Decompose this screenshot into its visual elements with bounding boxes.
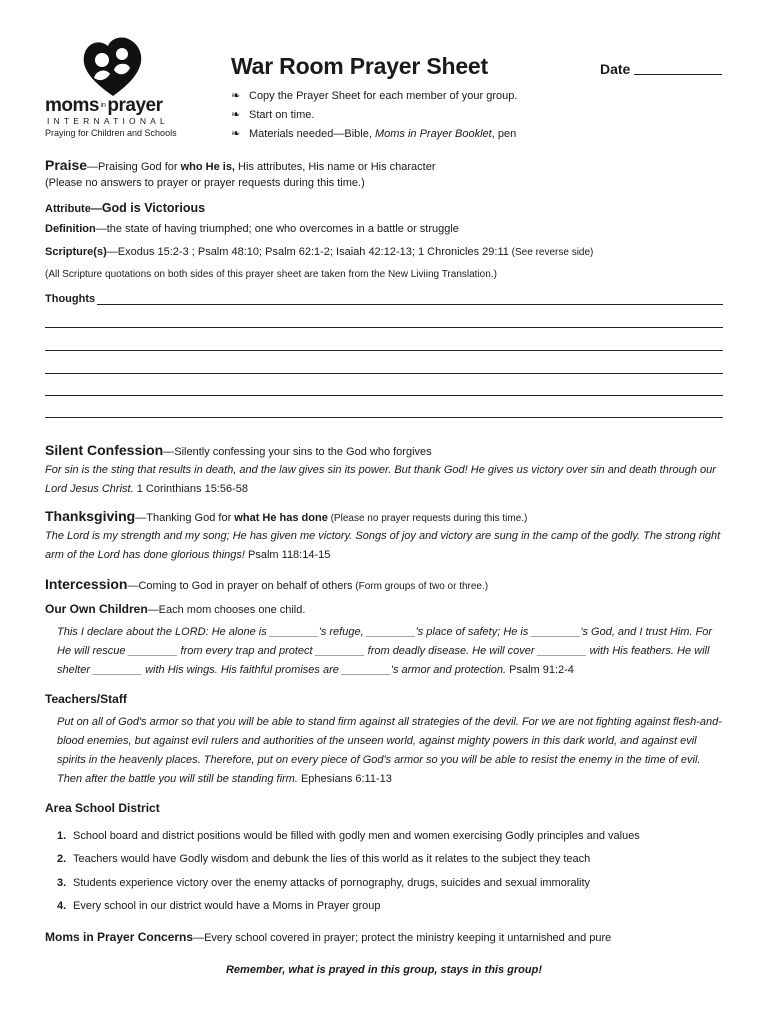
intercession-heading: Intercession: [45, 576, 128, 592]
scripture-note: (See reverse side): [508, 247, 594, 258]
thoughts-writing-line[interactable]: [45, 327, 723, 328]
children-verse-ref: Psalm 91:2-4: [506, 664, 574, 676]
list-item: [57, 829, 640, 844]
instruction-item: [231, 89, 517, 103]
brand-tagline: Praying for Children and Schools: [45, 128, 177, 138]
praise-note: (Please no answers to prayer or prayer requests during this time.): [45, 177, 365, 189]
instruction-text: Materials needed—Bible,: [249, 128, 375, 140]
scripture-label: Scripture(s): [45, 246, 107, 258]
thoughts-writing-line[interactable]: [45, 373, 723, 374]
thanksgiving-lead: —Thanking God for: [135, 512, 235, 524]
leaf-bullet-icon: ❧: [231, 90, 241, 102]
thanksgiving-heading: Thanksgiving: [45, 508, 136, 524]
thanksgiving-verse: [45, 527, 725, 565]
list-item-text: Teachers would have Godly wisdom and debunk the lies of this world as it relates to the subject they teach: [73, 853, 591, 865]
instruction-text: Start on time.: [249, 109, 315, 121]
praise-lead: —Praising God for: [87, 161, 181, 173]
list-item-text: Every school in our district would have a Moms in Prayer group: [73, 900, 381, 912]
concerns-text: —Every school covered in prayer; protect the ministry keeping it untarnished and pure: [193, 932, 612, 944]
thoughts-writing-line[interactable]: [45, 417, 723, 418]
instruction-text-italic: Moms in Prayer Booklet: [374, 128, 492, 140]
list-item-number: 2.: [57, 853, 67, 865]
concerns-label: Moms in Prayer Concerns: [45, 930, 194, 944]
district-heading: [45, 801, 160, 817]
thoughts-label: [45, 292, 95, 307]
definition-text: —the state of having triumphed; one who overcomes in a battle or struggle: [95, 223, 459, 235]
thanksgiving-bold: what He has done: [234, 512, 328, 524]
confession-verse: [45, 461, 725, 499]
children-lead: —Each mom chooses one child.: [147, 604, 306, 616]
brand-name-prayer: prayer: [107, 95, 163, 117]
confession-verse-text: For sin is the sting that results in death, and the law gives sin its power. But thank God! He gives us victory over sin and death through our Lord Jesus Christ.: [45, 464, 716, 495]
brand-international: INTERNATIONAL: [47, 116, 169, 126]
translation-note: (All Scripture quotations on both sides of this prayer sheet are taken from the New Liviing Translation.): [45, 269, 497, 280]
brand-name-moms: moms: [45, 95, 99, 117]
confession-heading: Silent Confession: [45, 442, 164, 458]
teachers-label: Teachers/Staff: [45, 692, 127, 706]
district-label: Area School District: [45, 801, 160, 815]
instruction-text: Copy the Prayer Sheet for each member of your group.: [249, 90, 518, 102]
children-verse: [57, 623, 725, 680]
brand-name-in: in: [100, 102, 106, 109]
list-item: [57, 899, 381, 914]
thoughts-writing-line[interactable]: [45, 395, 723, 396]
list-item-number: 4.: [57, 900, 67, 912]
confession-verse-ref: 1 Corinthians 15:56-58: [133, 483, 249, 495]
attribute-label: Attribute—: [45, 203, 102, 215]
concerns-line: [45, 930, 611, 946]
teachers-heading: [45, 692, 127, 708]
intercession-lead: —Coming to God in prayer on behalf of others: [127, 580, 353, 592]
leaf-bullet-icon: ❧: [231, 128, 241, 140]
praise-rest: His attributes, His name or His character: [235, 161, 436, 173]
instruction-item: [231, 127, 516, 141]
thanksgiving-verse-text: The Lord is my strength and my song; He has given me victory. Songs of joy and victory are sung in the camp of the godly. The strong right arm of the Lord has done glorious things!: [45, 530, 721, 561]
scripture-line: [45, 245, 593, 260]
intercession-note: (Form groups of two or three.): [352, 581, 489, 592]
intercession-heading-line: [45, 577, 488, 594]
list-item: [57, 852, 590, 867]
praise-heading: Praise: [45, 157, 88, 173]
thoughts-writing-line[interactable]: [45, 350, 723, 351]
instruction-item: [231, 108, 314, 122]
page-title: War Room Prayer Sheet: [231, 53, 488, 79]
list-item-number: 3.: [57, 877, 67, 889]
thanksgiving-heading-line: [45, 509, 527, 526]
list-item-text: School board and district positions would be filled with godly men and women exercising Godly principles and values: [73, 830, 640, 842]
teachers-verse-text: Put on all of God's armor so that you will be able to stand firm against all strategies of the devil. For we are not fighting against flesh-and-blood enemies, but against evil rulers and authorities of the unseen world, against mighty powers in this dark world, and against evil spirits in the heavenly places. Therefore, put on every piece of God's armor so you will be able to resist the enemy in the time of evil. Then after the battle you will still be standing firm.: [57, 716, 722, 785]
children-verse-text: This I declare about the LORD: He alone is ________'s refuge, ________'s place of safety; He is ________'s God, and I trust Him. For He will rescue ________ from every trap and protect ________ from deadly disease. He will cover ________ with His feathers. He will shelter ________ with His wings. His faithful promises are ________'s armor and protection.: [57, 626, 713, 676]
thanksgiving-note: (Please no prayer requests during this time.): [327, 513, 528, 524]
definition-label: Definition: [45, 223, 96, 235]
confession-lead: —Silently confessing your sins to the God who forgives: [163, 446, 432, 458]
leaf-bullet-icon: ❧: [231, 109, 241, 121]
thoughts-label-text: Thoughts: [45, 293, 96, 305]
attribute-line: [45, 201, 205, 217]
definition-line: [45, 222, 459, 237]
confession-heading-line: [45, 443, 432, 460]
attribute-value: God is Victorious: [101, 201, 206, 215]
instruction-text: , pen: [491, 128, 517, 140]
moms-in-prayer-logo-icon: [80, 36, 146, 98]
scripture-text: —Exodus 15:2-3 ; Psalm 48:10; Psalm 62:1-2; Isaiah 42:12-13; 1 Chronicles 29:11: [106, 246, 509, 258]
date-field-line[interactable]: [634, 74, 722, 75]
praise-bold: who He is,: [180, 161, 235, 173]
children-label: Our Own Children: [45, 602, 148, 616]
list-item: [57, 876, 590, 891]
thanksgiving-verse-ref: Psalm 118:14-15: [244, 549, 331, 561]
thoughts-writing-line[interactable]: [97, 304, 723, 305]
brand-name: [45, 96, 163, 116]
children-heading-line: [45, 602, 305, 618]
date-label: Date: [600, 61, 631, 77]
footer-reminder: Remember, what is prayed in this group, stays in this group!: [225, 964, 542, 976]
teachers-verse: [57, 713, 725, 789]
praise-heading-line: [45, 158, 436, 175]
list-item-text: Students experience victory over the enemy attacks of pornography, drugs, suicides and sexual immorality: [73, 877, 591, 889]
list-item-number: 1.: [57, 830, 67, 842]
teachers-verse-ref: Ephesians 6:11-13: [297, 773, 392, 785]
